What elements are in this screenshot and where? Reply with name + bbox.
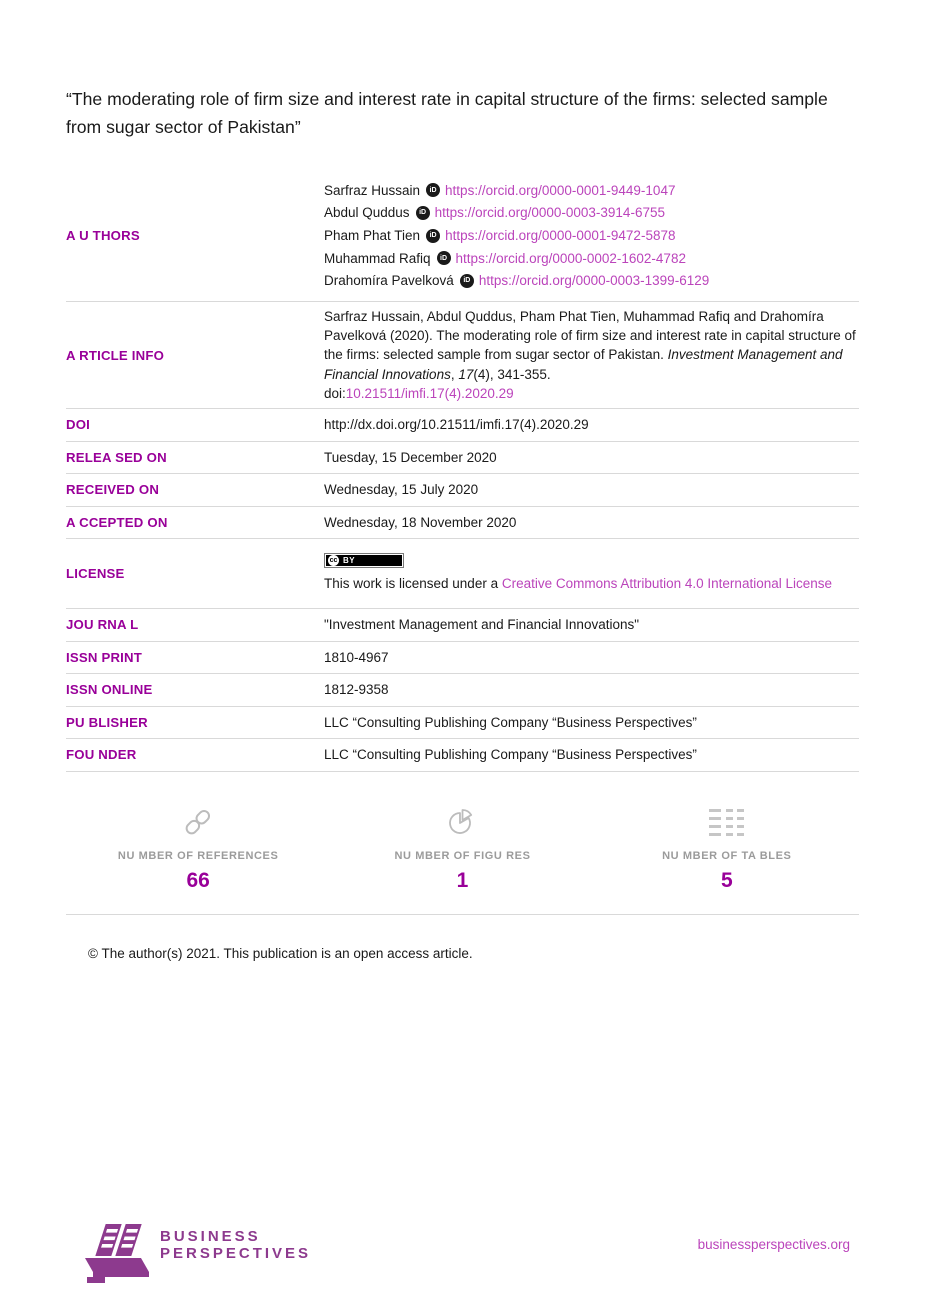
stat-figures: [330, 805, 594, 914]
stat-references-value: 66: [186, 869, 210, 892]
author-name: Abdul Quddus: [324, 205, 410, 221]
doi-link[interactable]: 10.21511/imfi.17(4).2020.29: [345, 385, 514, 401]
received-label: RECEIVED ON: [66, 482, 160, 498]
received-row: [66, 474, 859, 507]
table-rows-icon: [595, 805, 859, 839]
orcid-icon: iD: [416, 206, 430, 220]
stat-references-label: NU MBER OF REFERENCES: [117, 850, 279, 862]
authors-row: [66, 170, 859, 302]
author-item: [324, 224, 859, 247]
stat-figures-value: 1: [456, 869, 469, 892]
license-link[interactable]: Creative Commons Attribution 4.0 International License: [501, 576, 833, 592]
journal-row: [66, 609, 859, 642]
released-row: [66, 442, 859, 475]
doi-value: http://dx.doi.org/10.21511/imfi.17(4).2020.29: [324, 417, 589, 433]
stat-tables-value: 5: [720, 869, 733, 892]
cc-circle-icon: cc: [328, 555, 339, 566]
orcid-link[interactable]: https://orcid.org/0000-0002-1602-4782: [455, 250, 686, 266]
author-name: Pham Phat Tien: [324, 228, 421, 243]
chain-link-icon: [66, 805, 330, 839]
founder-label: FOU NDER: [66, 747, 137, 763]
publisher-value: LLC “Consulting Publishing Company “Business Perspectives”: [324, 714, 697, 730]
authors-label: A U THORS: [66, 228, 140, 243]
stat-references: [66, 805, 330, 914]
cc-by-badge-icon: [324, 553, 404, 568]
page-title: “The moderating role of firm size and interest rate in capital structure of the firms: selected sample from sugar sector of Pakistan”: [66, 89, 828, 137]
issn-online-label: ISSN ONLINE: [66, 682, 153, 698]
issn-online-value: 1812-9358: [324, 682, 389, 698]
accepted-value: Wednesday, 18 November 2020: [324, 514, 517, 530]
author-name: Sarfraz Hussain: [324, 182, 421, 198]
article-stats: [66, 771, 859, 915]
stat-tables-label: NU MBER OF TA BLES: [662, 850, 792, 862]
issn-online-row: [66, 674, 859, 707]
orcid-icon: iD: [437, 251, 451, 265]
license-row: [66, 539, 859, 609]
author-name: Drahomíra Pavelková: [324, 273, 454, 289]
author-item: [324, 247, 859, 270]
released-value: Tuesday, 15 December 2020: [324, 449, 497, 465]
license-label: LICENSE: [66, 566, 125, 581]
metadata-table: [66, 170, 859, 772]
article-info-row: [66, 302, 859, 409]
orcid-link[interactable]: https://orcid.org/0000-0003-1399-6129: [478, 273, 710, 289]
citation-issue-pages: (4), 341-355.: [473, 366, 551, 382]
citation-journal-italic: Investment Management and Financial Innovations: [324, 347, 843, 382]
citation-separator: ,: [450, 366, 459, 382]
issn-print-row: [66, 642, 859, 675]
doi-row: [66, 409, 859, 442]
article-citation: [324, 302, 859, 408]
author-item: [324, 269, 859, 292]
brand-line2: PERSPECTIVES: [160, 1244, 312, 1262]
founder-row: [66, 739, 859, 772]
orcid-icon: iD: [426, 183, 440, 197]
copyright-note: © The author(s) 2021. This publication is an open access article.: [88, 946, 473, 961]
brand-wordmark: [160, 1229, 311, 1262]
author-item: [324, 179, 859, 202]
stat-figures-label: NU MBER OF FIGU RES: [394, 850, 531, 862]
pie-chart-icon: [330, 805, 594, 839]
journal-value: "Investment Management and Financial Innovations": [324, 617, 640, 633]
orcid-link[interactable]: https://orcid.org/0000-0001-9472-5878: [445, 228, 676, 243]
orcid-link[interactable]: https://orcid.org/0000-0003-3914-6755: [434, 205, 665, 221]
business-perspectives-logo-icon: [75, 1220, 155, 1289]
doi-prefix: doi:: [324, 385, 346, 401]
doi-label: DOI: [66, 417, 91, 433]
publisher-label: PU BLISHER: [66, 714, 148, 730]
publisher-row: [66, 707, 859, 740]
released-label: RELEA SED ON: [66, 449, 167, 465]
authors-list: [324, 170, 859, 301]
license-content: [324, 539, 859, 608]
journal-label: JOU RNA L: [66, 617, 139, 633]
cc-by-text: BY: [343, 556, 356, 565]
received-value: Wednesday, 15 July 2020: [324, 482, 479, 498]
citation-text: Sarfraz Hussain, Abdul Quddus, Pham Phat Tien, Muhammad Rafiq and Drahomíra Pavelková (2020). The moderating role of firm size and interest rate in capital structure of the firms: selected sample from sugar sector of Pakistan.: [324, 308, 856, 363]
license-text: This work is licensed under a: [324, 576, 502, 592]
footer: [0, 1215, 925, 1285]
issn-print-label: ISSN PRINT: [66, 649, 143, 665]
brand-line1: BUSINESS: [160, 1228, 261, 1245]
author-name: Muhammad Rafiq: [324, 250, 431, 266]
accepted-row: [66, 507, 859, 540]
stat-tables: [595, 805, 859, 914]
citation-volume-italic: 17: [458, 366, 474, 382]
site-url-link[interactable]: businessperspectives.org: [697, 1237, 850, 1252]
orcid-icon: iD: [426, 229, 440, 243]
founder-value: LLC “Consulting Publishing Company “Business Perspectives”: [324, 747, 697, 763]
accepted-label: A CCEPTED ON: [66, 514, 168, 530]
author-item: [324, 202, 859, 225]
article-info-label: A RTICLE INFO: [66, 347, 165, 363]
orcid-link[interactable]: https://orcid.org/0000-0001-9449-1047: [445, 182, 676, 198]
orcid-icon: iD: [460, 274, 474, 288]
issn-print-value: 1810-4967: [324, 649, 389, 665]
